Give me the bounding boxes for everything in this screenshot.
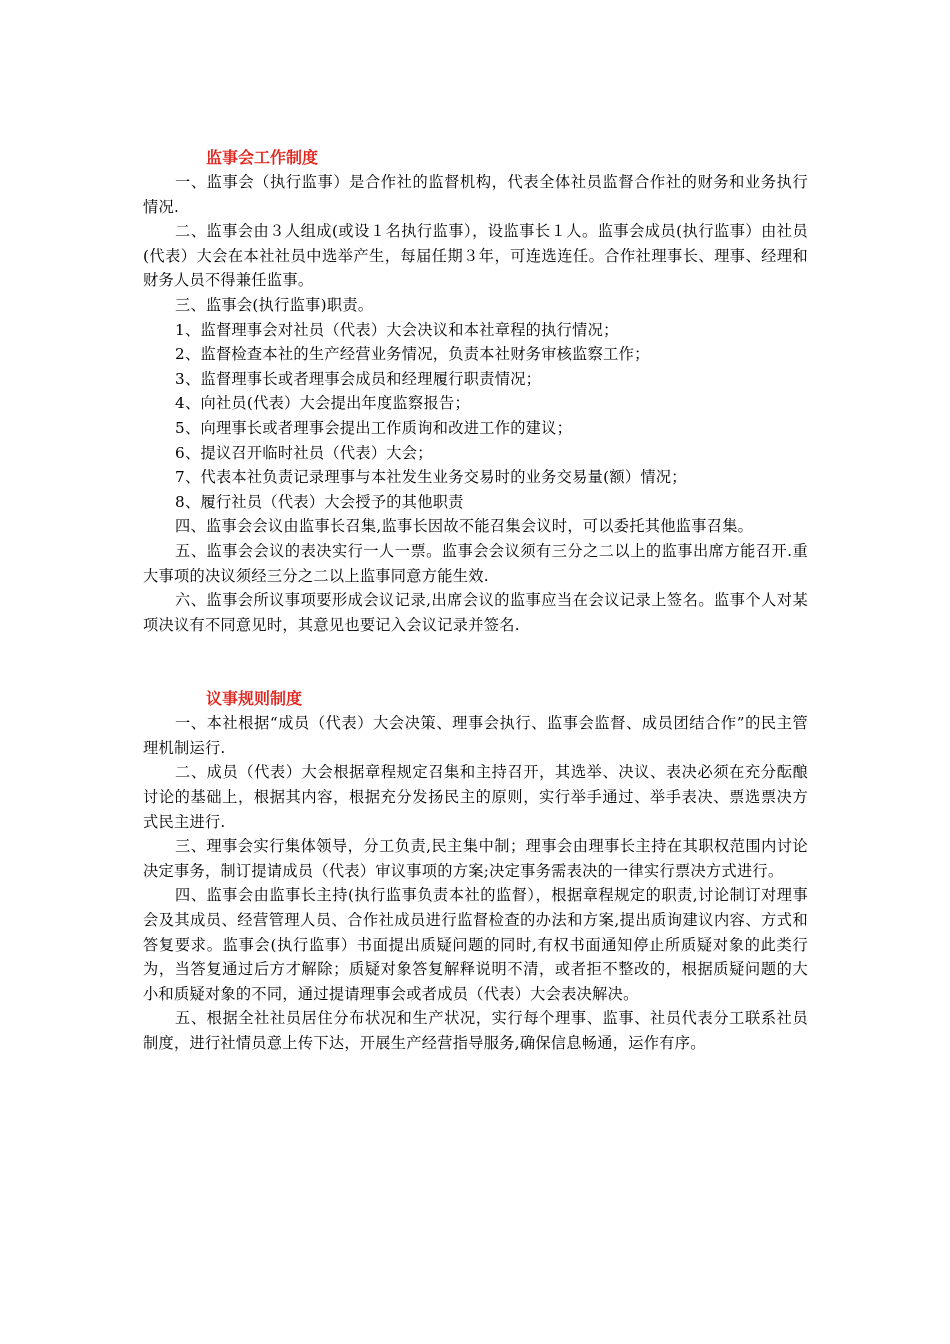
document-page xyxy=(143,146,808,1056)
section-title: 议事规则制度 xyxy=(206,689,303,709)
list-item: 6、提议召开临时社员（代表）大会； xyxy=(175,443,433,462)
paragraph: 一、本社根据“成员（代表）大会决策、理事会执行、监事会监督、成员团结合作”的民主管理机制运行. xyxy=(143,714,808,757)
list-item: 2、监督检查本社的生产经营业务情况，负责本社财务审核监察工作； xyxy=(175,345,650,364)
paragraph: 三、理事会实行集体领导，分工负责,民主集中制；理事会由理事长主持在其职权范围内讨论决定事务，制订提请成员（代表）审议事项的方案;决定事务需表决的一律实行票决方式进行。 xyxy=(143,837,808,880)
section-rules-of-procedure xyxy=(143,687,808,1055)
paragraph: 三、监事会(执行监事)职责。 xyxy=(175,295,374,314)
paragraph: 四、监事会由监事长主持(执行监事负责本社的监督），根据章程规定的职责,讨论制订对理事会及其成员、经营管理人员、合作社成员进行监督检查的办法和方案,提出质询建议内容、方式和答复要求。监事会(执行监事）书面提出质疑问题的同时,有权书面通知停止所质疑对象的此类行为，当答复通过后方才解除；质疑对象答复解释说明不清，或者拒不整改的，根据质疑问题的大小和质疑对象的不同，通过提请理事会或者成员（代表）大会表决解决。 xyxy=(143,886,808,1003)
list-item: 4、向社员(代表）大会提出年度监察报告； xyxy=(175,394,470,413)
list-item: 7、代表本社负责记录理事与本社发生业务交易时的业务交易量(额）情况； xyxy=(175,468,687,487)
list-item: 1、监督理事会对社员（代表）大会决议和本社章程的执行情况； xyxy=(175,320,619,339)
paragraph: 五、监事会会议的表决实行一人一票。监事会会议须有三分之二以上的监事出席方能召开.重大事项的决议须经三分之二以上监事同意方能生效. xyxy=(143,541,808,585)
section-title: 监事会工作制度 xyxy=(206,148,319,167)
paragraph: 一、监事会（执行监事）是合作社的监督机构，代表全体社员监督合作社的财务和业务执行情况. xyxy=(143,173,808,216)
list-item: 8、履行社员（代表）大会授予的其他职责 xyxy=(175,492,464,511)
paragraph: 二、监事会由３人组成(或设１名执行监事），设监事长１人。监事会成员(执行监事）由社员(代表）大会在本社社员中选举产生，每届任期３年，可连选连任。合作社理事长、理事、经理和财务人员不得兼任监事。 xyxy=(143,222,808,290)
paragraph: 五、根据全社社员居住分布状况和生产状况，实行每个理事、监事、社员代表分工联系社员制度，进行社情员意上传下达，开展生产经营指导服务,确保信息畅通，运作有序。 xyxy=(143,1009,808,1052)
section-spacer xyxy=(143,637,808,687)
list-item: 5、向理事长或者理事会提出工作质询和改进工作的建议； xyxy=(175,418,573,437)
paragraph: 二、成员（代表）大会根据章程规定召集和主持召开，其选举、决议、表决必须在充分酝酿讨论的基础上，根据其内容，根据充分发扬民主的原则，实行举手通过、举手表决、票选票决方式民主进行. xyxy=(143,763,808,831)
list-item: 3、监督理事长或者理事会成员和经理履行职责情况； xyxy=(175,369,542,388)
paragraph: 六、监事会所议事项要形成会议记录,出席会议的监事应当在会议记录上签名。监事个人对某项决议有不同意见时，其意见也要记入会议记录并签名. xyxy=(143,591,808,634)
section-supervisory-board xyxy=(143,146,808,637)
paragraph: 四、监事会会议由监事长召集,监事长因故不能召集会议时，可以委托其他监事召集。 xyxy=(175,517,754,536)
